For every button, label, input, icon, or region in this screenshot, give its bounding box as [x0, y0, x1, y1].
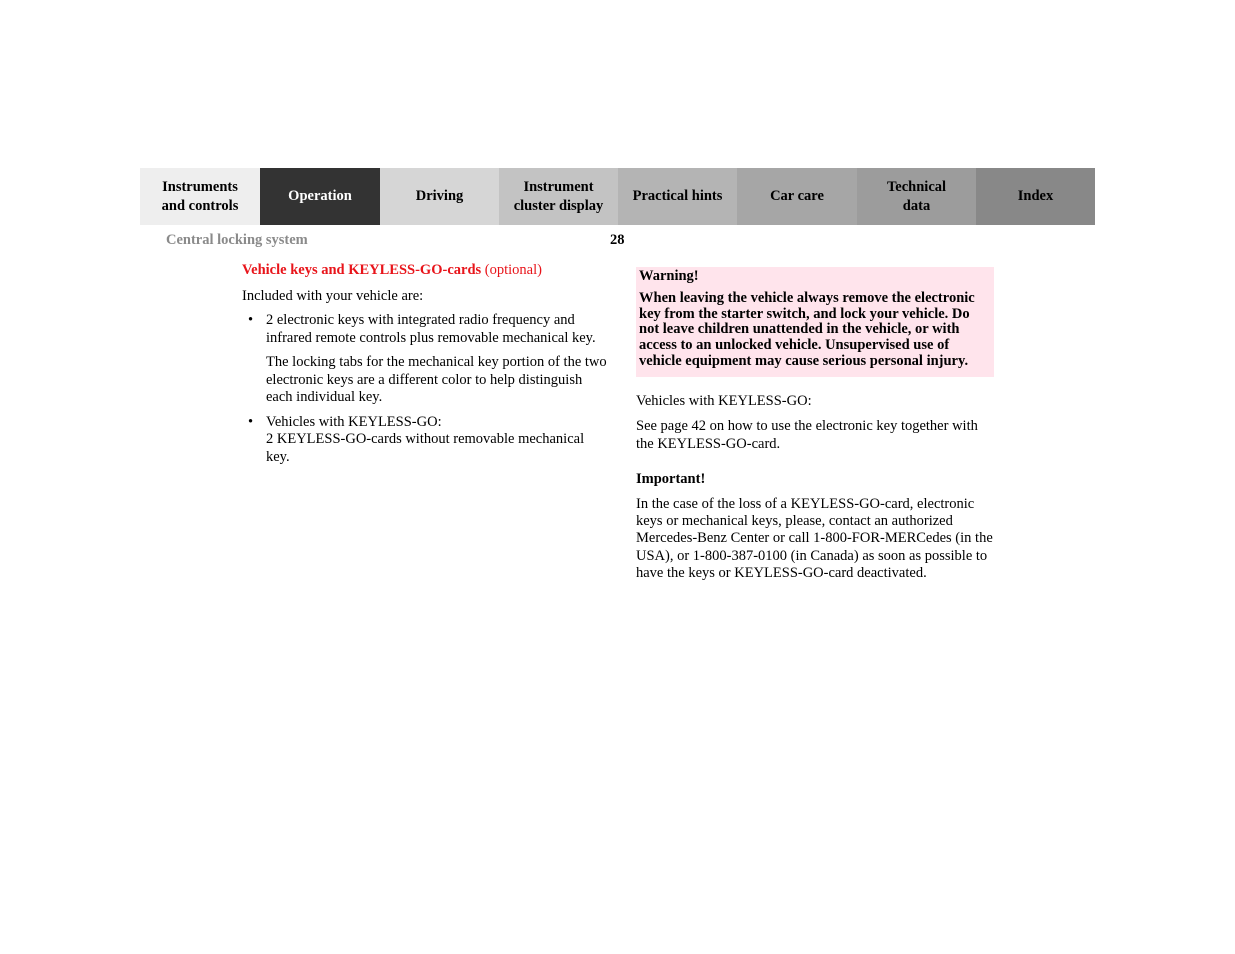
tab-driving[interactable]: Driving [380, 168, 499, 225]
left-column [242, 262, 607, 473]
keyless-go-text: See page 42 on how to use the electronic key together with the KEYLESS-GO-card. [636, 418, 978, 452]
list-item-line-2: 2 KEYLESS-GO-cards without removable mechanical key. [266, 431, 585, 465]
bullet-icon: • [248, 312, 254, 328]
list-item [242, 312, 607, 347]
section-title: Central locking system [166, 232, 308, 248]
list-item-text: 2 electronic keys with integrated radio frequency and infrared remote controls plus removable mechanical key. [266, 312, 596, 346]
tab-car-care[interactable]: Car care [737, 168, 857, 225]
keyless-go-title: Vehicles with KEYLESS-GO: [636, 393, 812, 410]
tab-practical-hints[interactable]: Practical hints [618, 168, 737, 225]
warning-text: When leaving the vehicle always remove the electronic key from the starter switch, and lock your vehicle. Do not leave children unattended in the vehicle, or with access to an unlocked vehicle. Unsupervised use of vehicle equipment may cause serious personal injury. [639, 290, 975, 369]
tab-operation[interactable]: Operation [260, 168, 380, 225]
heading-text: Vehicle keys and KEYLESS-GO-cards [242, 262, 482, 278]
locking-tabs-note: The locking tabs for the mechanical key portion of the two electronic keys are a different color to help distinguish each individual key. [266, 354, 607, 405]
list-item [242, 414, 607, 467]
right-column [636, 267, 994, 590]
tab-technical-data[interactable]: Technical data [857, 168, 976, 225]
heading-optional-note: (optional) [484, 262, 542, 278]
tab-instrument-cluster-display[interactable]: Instrument cluster display [499, 168, 618, 225]
included-items-list [242, 312, 607, 347]
bullet-icon: • [248, 413, 254, 430]
included-items-list-2 [242, 414, 607, 467]
tab-instruments-and-controls[interactable]: Instruments and controls [140, 168, 260, 225]
intro-text: Included with your vehicle are: [242, 287, 424, 304]
list-item-line-1: Vehicles with KEYLESS-GO: [266, 413, 442, 430]
section-heading [242, 262, 607, 280]
important-text: In the case of the loss of a KEYLESS-GO-card, electronic keys or mechanical keys, please, contact an authorized Mercedes-Benz Center or call 1-800-FOR-MERCedes (in the USA), or 1-800-387-0100 (in Canada) as soon as possible to have the keys or KEYLESS-GO-card deactivated. [636, 495, 993, 581]
warning-title: Warning! [639, 268, 699, 284]
warning-box [636, 267, 994, 377]
tab-index[interactable]: Index [976, 168, 1095, 225]
important-title: Important! [636, 470, 706, 487]
chapter-navigation [140, 168, 1095, 225]
page-number: 28 [610, 232, 625, 248]
